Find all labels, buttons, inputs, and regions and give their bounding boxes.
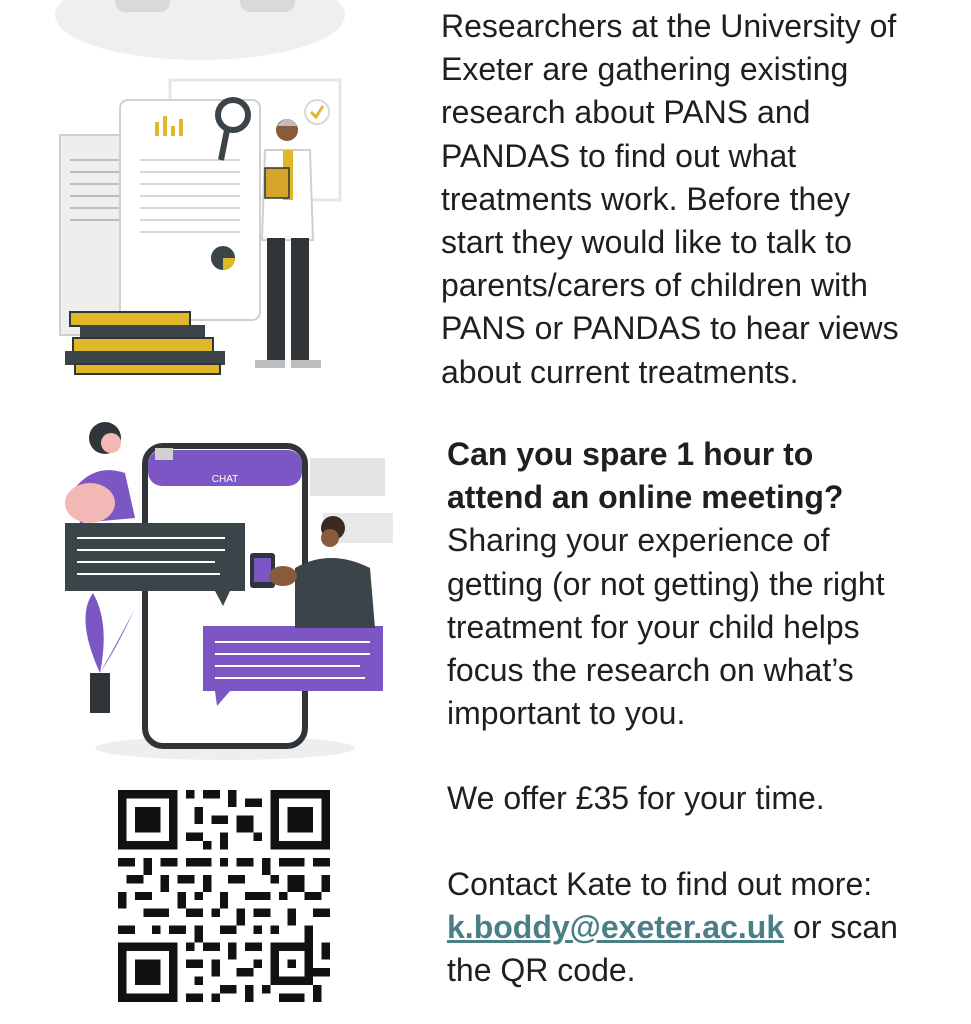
intro-line: Researchers at the University of xyxy=(441,8,897,44)
chat-label: CHAT xyxy=(211,474,239,485)
intro-line: PANDAS to find out what xyxy=(441,137,797,174)
intro-line: Exeter are gathering existing xyxy=(441,51,849,88)
offer-text: We offer £35 for your time. xyxy=(447,780,825,816)
contact-line: the QR code. xyxy=(447,952,636,989)
qr-code-icon xyxy=(118,790,330,1002)
ask-heading-line: Can you spare 1 hour to xyxy=(447,436,814,472)
intro-paragraph xyxy=(441,5,899,394)
intro-line: start they would like to talk to xyxy=(441,224,852,261)
email-link[interactable]: k.boddy@exeter.ac.uk xyxy=(447,909,785,946)
ask-body-line: treatment for your child helps xyxy=(447,608,860,645)
chat-illustration xyxy=(55,418,395,763)
ask-heading-line: attend an online meeting? xyxy=(447,479,844,516)
intro-line: PANS or PANDAS to hear views xyxy=(441,310,899,347)
ask-body-line: getting (or not getting) the right xyxy=(447,565,885,602)
ask-body-line: important to you. xyxy=(447,695,686,732)
ask-body-line: focus the research on what’s xyxy=(447,652,854,689)
intro-line: about current treatments. xyxy=(441,353,799,390)
researcher-illustration xyxy=(55,0,355,385)
contact-email-line xyxy=(447,906,898,949)
intro-line: parents/carers of children with xyxy=(441,267,868,304)
contact-or-scan: or scan xyxy=(784,909,898,946)
ask-paragraph xyxy=(447,433,885,735)
intro-line: research about PANS and xyxy=(441,94,811,131)
contact-line: Contact Kate to find out more: xyxy=(447,866,873,902)
intro-line: treatments work. Before they xyxy=(441,180,851,217)
contact-paragraph xyxy=(447,863,898,993)
ask-body-line: Sharing your experience of xyxy=(447,522,830,559)
